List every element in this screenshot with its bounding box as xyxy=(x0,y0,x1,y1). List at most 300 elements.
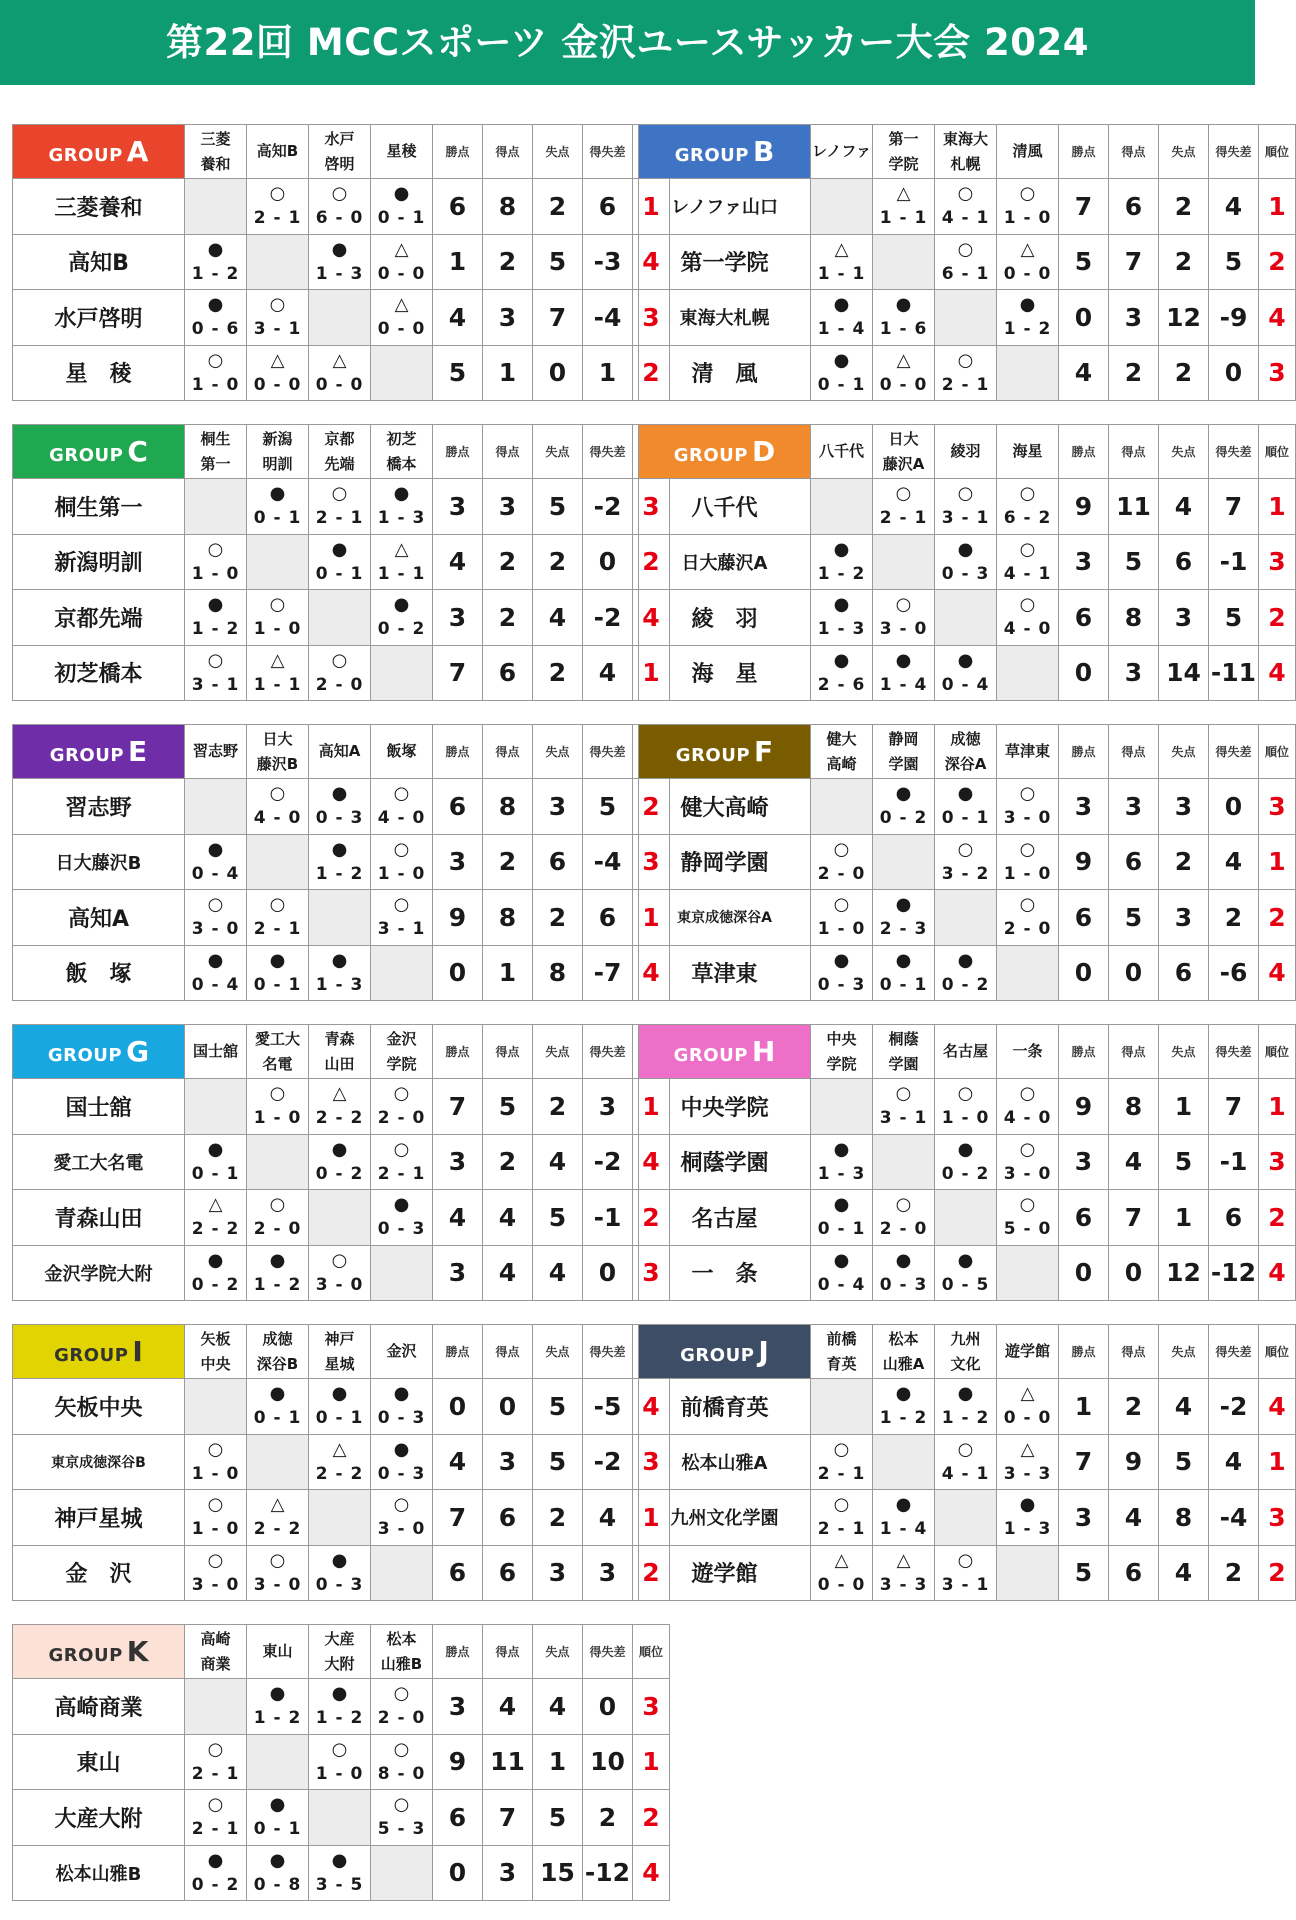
result-mark-icon: ● xyxy=(393,1438,410,1460)
match-result-cell xyxy=(935,1245,997,1301)
points: 7 xyxy=(433,1079,483,1135)
opponent-header: 大産 大附 xyxy=(309,1625,371,1679)
goals-for: 4 xyxy=(483,1190,533,1246)
opponent-header: 海星 xyxy=(997,425,1059,479)
match-score: 1 - 3 xyxy=(377,508,426,529)
opponent-header: 国士舘 xyxy=(185,1025,247,1079)
opponent-header: 東山 xyxy=(247,1625,309,1679)
self-match-cell xyxy=(309,890,371,946)
points: 9 xyxy=(1059,834,1109,890)
match-score: 4 - 0 xyxy=(1003,619,1052,640)
opponent-header: 青森 山田 xyxy=(309,1025,371,1079)
rank: 3 xyxy=(1259,345,1296,401)
group-letter: G xyxy=(126,1035,150,1068)
match-score: 0 - 1 xyxy=(253,1819,302,1840)
self-match-cell xyxy=(997,1545,1059,1601)
match-score: 5 - 3 xyxy=(377,1819,426,1840)
team-row xyxy=(639,234,1296,290)
team-row xyxy=(639,590,1296,646)
goals-against: 1 xyxy=(533,1734,583,1790)
result-mark-icon: ● xyxy=(393,183,410,205)
goal-difference: -12 xyxy=(1209,1245,1259,1301)
team-name: 青森山田 xyxy=(13,1190,185,1246)
stat-header-ga: 失点 xyxy=(533,425,583,479)
group-label xyxy=(13,1025,185,1079)
match-result-cell xyxy=(811,1190,873,1246)
result-mark-icon: ○ xyxy=(957,483,974,505)
match-score: 1 - 0 xyxy=(191,563,240,584)
match-score: 4 - 0 xyxy=(1003,1108,1052,1129)
match-result-cell xyxy=(185,1734,247,1790)
points: 4 xyxy=(1059,345,1109,401)
team-row xyxy=(13,779,670,835)
match-score: 6 - 1 xyxy=(941,263,990,284)
self-match-cell xyxy=(997,645,1059,701)
team-name: 京都先端 xyxy=(13,590,185,646)
stat-header-ga: 失点 xyxy=(1159,1025,1209,1079)
goal-difference: 4 xyxy=(1209,834,1259,890)
match-result-cell xyxy=(185,1545,247,1601)
stat-header-wins: 勝点 xyxy=(433,1325,483,1379)
result-mark-icon: ● xyxy=(331,949,348,971)
goals-against: 4 xyxy=(1159,479,1209,535)
match-score: 0 - 3 xyxy=(879,1274,928,1295)
opponent-header: 成徳 深谷A xyxy=(935,725,997,779)
match-score: 2 - 6 xyxy=(817,674,866,695)
self-match-cell xyxy=(371,345,433,401)
goal-difference: -2 xyxy=(1209,1379,1259,1435)
stat-header-gd: 得失差 xyxy=(583,1625,633,1679)
stat-header-ga: 失点 xyxy=(533,1025,583,1079)
goal-difference: 2 xyxy=(1209,1545,1259,1601)
match-result-cell xyxy=(811,1490,873,1546)
points: 0 xyxy=(433,1379,483,1435)
opponent-header: 中央 学院 xyxy=(811,1025,873,1079)
result-mark-icon: ● xyxy=(393,594,410,616)
match-score: 1 - 3 xyxy=(315,263,364,284)
goals-for: 2 xyxy=(483,834,533,890)
self-match-cell xyxy=(873,1134,935,1190)
stat-header-gf: 得点 xyxy=(1109,1025,1159,1079)
result-mark-icon: ○ xyxy=(895,1083,912,1105)
goals-against: 2 xyxy=(1159,234,1209,290)
points: 6 xyxy=(1059,890,1109,946)
result-mark-icon: ● xyxy=(957,1383,974,1405)
match-score: 0 - 1 xyxy=(253,508,302,529)
result-mark-icon: ○ xyxy=(895,1194,912,1216)
points: 3 xyxy=(1059,1490,1109,1546)
self-match-cell xyxy=(997,345,1059,401)
match-score: 0 - 1 xyxy=(315,1408,364,1429)
team-name: 健大高崎 xyxy=(639,779,811,835)
match-result-cell xyxy=(935,345,997,401)
goals-for: 6 xyxy=(483,1490,533,1546)
stat-header-gd: 得失差 xyxy=(583,1325,633,1379)
points: 7 xyxy=(1059,179,1109,235)
points: 3 xyxy=(433,1679,483,1735)
group-word: GROUP xyxy=(48,145,123,166)
opponent-header: 日大 藤沢B xyxy=(247,725,309,779)
rank: 1 xyxy=(633,890,670,946)
group-word: GROUP xyxy=(54,1345,129,1366)
opponent-header: 初芝 橋本 xyxy=(371,425,433,479)
result-mark-icon: ● xyxy=(833,1138,850,1160)
match-result-cell xyxy=(309,479,371,535)
result-mark-icon: ○ xyxy=(331,483,348,505)
group-letter: B xyxy=(752,135,775,168)
result-mark-icon: △ xyxy=(834,238,849,260)
header-row xyxy=(13,1325,670,1379)
team-name: 静岡学園 xyxy=(639,834,811,890)
match-score: 1 - 3 xyxy=(817,1163,866,1184)
opponent-header: 静岡 学園 xyxy=(873,725,935,779)
match-score: 2 - 1 xyxy=(879,508,928,529)
goal-difference: 7 xyxy=(1209,479,1259,535)
match-result-cell xyxy=(811,645,873,701)
result-mark-icon: ● xyxy=(1019,1494,1036,1516)
goals-for: 3 xyxy=(483,1845,533,1901)
match-score: 3 - 3 xyxy=(879,1574,928,1595)
match-score: 0 - 0 xyxy=(377,263,426,284)
result-mark-icon: ○ xyxy=(269,594,286,616)
result-mark-icon: ● xyxy=(833,949,850,971)
match-result-cell xyxy=(935,1434,997,1490)
match-score: 3 - 5 xyxy=(315,1874,364,1895)
goal-difference: 10 xyxy=(583,1734,633,1790)
result-mark-icon: ● xyxy=(1019,294,1036,316)
match-result-cell xyxy=(997,1379,1059,1435)
match-score: 8 - 0 xyxy=(377,1763,426,1784)
stat-header-gf: 得点 xyxy=(483,425,533,479)
goal-difference: -12 xyxy=(583,1845,633,1901)
match-result-cell xyxy=(811,1245,873,1301)
result-mark-icon: ○ xyxy=(957,1438,974,1460)
rank: 2 xyxy=(633,779,670,835)
result-mark-icon: ○ xyxy=(393,838,410,860)
goals-against: 4 xyxy=(533,1245,583,1301)
standings-table xyxy=(12,424,670,701)
goals-for: 4 xyxy=(483,1679,533,1735)
stat-header-gf: 得点 xyxy=(483,1625,533,1679)
match-score: 1 - 2 xyxy=(315,863,364,884)
goals-against: 2 xyxy=(533,1079,583,1135)
team-row xyxy=(13,290,670,346)
match-score: 4 - 1 xyxy=(941,208,990,229)
match-result-cell xyxy=(997,234,1059,290)
result-mark-icon: ● xyxy=(331,1138,348,1160)
group-table-j xyxy=(638,1324,1289,1600)
match-result-cell xyxy=(185,1245,247,1301)
match-result-cell xyxy=(935,534,997,590)
result-mark-icon: ● xyxy=(895,949,912,971)
self-match-cell xyxy=(873,534,935,590)
opponent-header: 星稜 xyxy=(371,125,433,179)
result-mark-icon: ● xyxy=(957,538,974,560)
match-result-cell xyxy=(997,890,1059,946)
group-table-g xyxy=(12,1024,660,1300)
result-mark-icon: △ xyxy=(332,1438,347,1460)
stat-header-gd: 得失差 xyxy=(1209,725,1259,779)
goals-against: 4 xyxy=(533,590,583,646)
team-row xyxy=(639,1545,1296,1601)
team-name: 名古屋 xyxy=(639,1190,811,1246)
result-mark-icon: ○ xyxy=(269,1194,286,1216)
match-score: 1 - 2 xyxy=(191,619,240,640)
team-row xyxy=(639,1490,1296,1546)
goal-difference: 4 xyxy=(1209,1434,1259,1490)
goal-difference: -5 xyxy=(583,1379,633,1435)
standings-table xyxy=(638,1324,1296,1601)
match-score: 0 - 1 xyxy=(315,563,364,584)
result-mark-icon: ● xyxy=(957,1249,974,1271)
points: 7 xyxy=(433,645,483,701)
points: 0 xyxy=(1059,945,1109,1001)
self-match-cell xyxy=(309,1790,371,1846)
rank: 3 xyxy=(1259,1490,1296,1546)
match-score: 1 - 1 xyxy=(817,263,866,284)
goal-difference: -3 xyxy=(583,234,633,290)
match-score: 3 - 1 xyxy=(191,674,240,695)
goals-against: 8 xyxy=(1159,1490,1209,1546)
stat-header-ga: 失点 xyxy=(533,125,583,179)
match-result-cell xyxy=(247,345,309,401)
self-match-cell xyxy=(935,890,997,946)
group-label xyxy=(13,425,185,479)
goal-difference: -7 xyxy=(583,945,633,1001)
result-mark-icon: ● xyxy=(269,1683,286,1705)
match-result-cell xyxy=(247,1245,309,1301)
team-name: 東海大札幌 xyxy=(639,290,811,346)
goals-for: 4 xyxy=(1109,1134,1159,1190)
self-match-cell xyxy=(247,534,309,590)
points: 1 xyxy=(1059,1379,1109,1435)
goals-against: 1 xyxy=(1159,1190,1209,1246)
stat-header-wins: 勝点 xyxy=(1059,1025,1109,1079)
points: 4 xyxy=(433,1434,483,1490)
result-mark-icon: ● xyxy=(331,783,348,805)
group-letter: J xyxy=(758,1335,769,1368)
match-result-cell xyxy=(997,534,1059,590)
team-row xyxy=(13,1245,670,1301)
opponent-header: 松本 山雅B xyxy=(371,1625,433,1679)
team-name: 水戸啓明 xyxy=(13,290,185,346)
self-match-cell xyxy=(247,834,309,890)
points: 0 xyxy=(433,1845,483,1901)
match-score: 1 - 1 xyxy=(377,563,426,584)
goals-for: 6 xyxy=(483,645,533,701)
match-score: 0 - 4 xyxy=(817,1274,866,1295)
team-row xyxy=(13,1434,670,1490)
self-match-cell xyxy=(247,1734,309,1790)
match-score: 1 - 6 xyxy=(879,319,928,340)
self-match-cell xyxy=(873,1434,935,1490)
rank: 4 xyxy=(633,234,670,290)
match-result-cell xyxy=(185,1434,247,1490)
standings-table xyxy=(12,1624,670,1901)
group-word: GROUP xyxy=(47,1045,123,1066)
group-letter: A xyxy=(126,135,149,168)
group-table-f xyxy=(638,724,1289,1000)
team-row xyxy=(639,179,1296,235)
match-score: 0 - 2 xyxy=(315,1163,364,1184)
match-result-cell xyxy=(247,1490,309,1546)
team-row xyxy=(13,1545,670,1601)
match-result-cell xyxy=(309,645,371,701)
goal-difference: 2 xyxy=(1209,890,1259,946)
goals-against: 2 xyxy=(533,890,583,946)
match-result-cell xyxy=(997,1190,1059,1246)
header-row xyxy=(639,1325,1296,1379)
result-mark-icon: △ xyxy=(270,1494,285,1516)
group-word: GROUP xyxy=(673,1045,748,1066)
self-match-cell xyxy=(185,1379,247,1435)
goals-for: 3 xyxy=(1109,779,1159,835)
team-name: 金 沢 xyxy=(13,1545,185,1601)
goals-against: 5 xyxy=(1159,1134,1209,1190)
goals-against: 5 xyxy=(533,479,583,535)
goals-for: 0 xyxy=(1109,945,1159,1001)
match-score: 2 - 2 xyxy=(253,1519,302,1540)
group-label xyxy=(639,1325,811,1379)
rank: 1 xyxy=(633,179,670,235)
match-score: 3 - 3 xyxy=(1003,1463,1052,1484)
rank: 1 xyxy=(633,1490,670,1546)
match-score: 0 - 4 xyxy=(191,863,240,884)
match-score: 0 - 1 xyxy=(377,208,426,229)
match-result-cell xyxy=(997,1490,1059,1546)
result-mark-icon: ○ xyxy=(833,894,850,916)
match-score: 4 - 1 xyxy=(1003,563,1052,584)
match-score: 3 - 0 xyxy=(191,1574,240,1595)
goal-difference: -11 xyxy=(1209,645,1259,701)
match-result-cell xyxy=(309,1545,371,1601)
self-match-cell xyxy=(371,945,433,1001)
header-row xyxy=(13,725,670,779)
result-mark-icon: △ xyxy=(896,349,911,371)
points: 5 xyxy=(1059,234,1109,290)
match-result-cell xyxy=(997,179,1059,235)
stat-header-gd: 得失差 xyxy=(1209,425,1259,479)
result-mark-icon: ○ xyxy=(957,183,974,205)
goals-against: 6 xyxy=(1159,534,1209,590)
match-result-cell xyxy=(811,945,873,1001)
group-label xyxy=(639,1025,811,1079)
match-score: 2 - 1 xyxy=(817,1519,866,1540)
result-mark-icon: ○ xyxy=(207,649,224,671)
goals-against: 5 xyxy=(1159,1434,1209,1490)
self-match-cell xyxy=(371,1845,433,1901)
team-row xyxy=(13,834,670,890)
match-score: 0 - 3 xyxy=(941,563,990,584)
match-result-cell xyxy=(185,1490,247,1546)
match-result-cell xyxy=(309,179,371,235)
match-result-cell xyxy=(247,1545,309,1601)
self-match-cell xyxy=(185,479,247,535)
match-result-cell xyxy=(309,945,371,1001)
rank: 3 xyxy=(1259,1134,1296,1190)
self-match-cell xyxy=(247,234,309,290)
goals-against: 6 xyxy=(1159,945,1209,1001)
team-row xyxy=(639,945,1296,1001)
opponent-header: 水戸 啓明 xyxy=(309,125,371,179)
standings-table xyxy=(12,1324,670,1601)
team-name: 新潟明訓 xyxy=(13,534,185,590)
result-mark-icon: ○ xyxy=(393,783,410,805)
team-name: 第一学院 xyxy=(639,234,811,290)
match-result-cell xyxy=(935,779,997,835)
goals-for: 7 xyxy=(1109,1190,1159,1246)
result-mark-icon: ○ xyxy=(895,594,912,616)
match-result-cell xyxy=(935,1379,997,1435)
stat-header-rank: 順位 xyxy=(1259,125,1296,179)
team-row xyxy=(639,479,1296,535)
match-result-cell xyxy=(309,1434,371,1490)
match-score: 3 - 0 xyxy=(253,1574,302,1595)
goal-difference: 5 xyxy=(1209,590,1259,646)
opponent-header: 綾羽 xyxy=(935,425,997,479)
team-row xyxy=(13,479,670,535)
team-name: 飯 塚 xyxy=(13,945,185,1001)
match-result-cell xyxy=(811,1134,873,1190)
rank: 3 xyxy=(633,1434,670,1490)
match-result-cell xyxy=(811,834,873,890)
team-name: 松本山雅A xyxy=(639,1434,811,1490)
opponent-header: 高知B xyxy=(247,125,309,179)
match-result-cell xyxy=(873,1379,935,1435)
goal-difference: 5 xyxy=(583,779,633,835)
goals-for: 8 xyxy=(483,179,533,235)
result-mark-icon: ○ xyxy=(1019,594,1036,616)
opponent-header: 新潟 明訓 xyxy=(247,425,309,479)
points: 9 xyxy=(433,890,483,946)
group-label xyxy=(13,725,185,779)
result-mark-icon: △ xyxy=(394,538,409,560)
goal-difference: 0 xyxy=(1209,779,1259,835)
team-name: 九州文化学園 xyxy=(639,1490,811,1546)
result-mark-icon: △ xyxy=(270,349,285,371)
group-table-a xyxy=(12,124,660,400)
match-result-cell xyxy=(873,590,935,646)
rank: 4 xyxy=(1259,1245,1296,1301)
match-result-cell xyxy=(997,834,1059,890)
standings-table xyxy=(638,424,1296,701)
team-row xyxy=(13,534,670,590)
match-score: 0 - 6 xyxy=(191,319,240,340)
match-result-cell xyxy=(185,345,247,401)
match-score: 3 - 0 xyxy=(315,1274,364,1295)
group-table-d xyxy=(638,424,1289,700)
stat-header-rank: 順位 xyxy=(1259,425,1296,479)
goals-for: 3 xyxy=(483,479,533,535)
match-result-cell xyxy=(811,534,873,590)
goals-for: 7 xyxy=(1109,234,1159,290)
self-match-cell xyxy=(185,1079,247,1135)
match-score: 0 - 1 xyxy=(941,808,990,829)
team-name: 日大藤沢B xyxy=(13,834,185,890)
match-score: 5 - 0 xyxy=(1003,1219,1052,1240)
match-result-cell xyxy=(247,645,309,701)
match-result-cell xyxy=(371,290,433,346)
match-result-cell xyxy=(873,1190,935,1246)
match-score: 0 - 3 xyxy=(315,1574,364,1595)
stat-header-gd: 得失差 xyxy=(1209,1025,1259,1079)
match-score: 2 - 0 xyxy=(253,1219,302,1240)
self-match-cell xyxy=(811,179,873,235)
result-mark-icon: ● xyxy=(957,783,974,805)
match-score: 6 - 0 xyxy=(315,208,364,229)
match-result-cell xyxy=(185,1190,247,1246)
self-match-cell xyxy=(811,1079,873,1135)
